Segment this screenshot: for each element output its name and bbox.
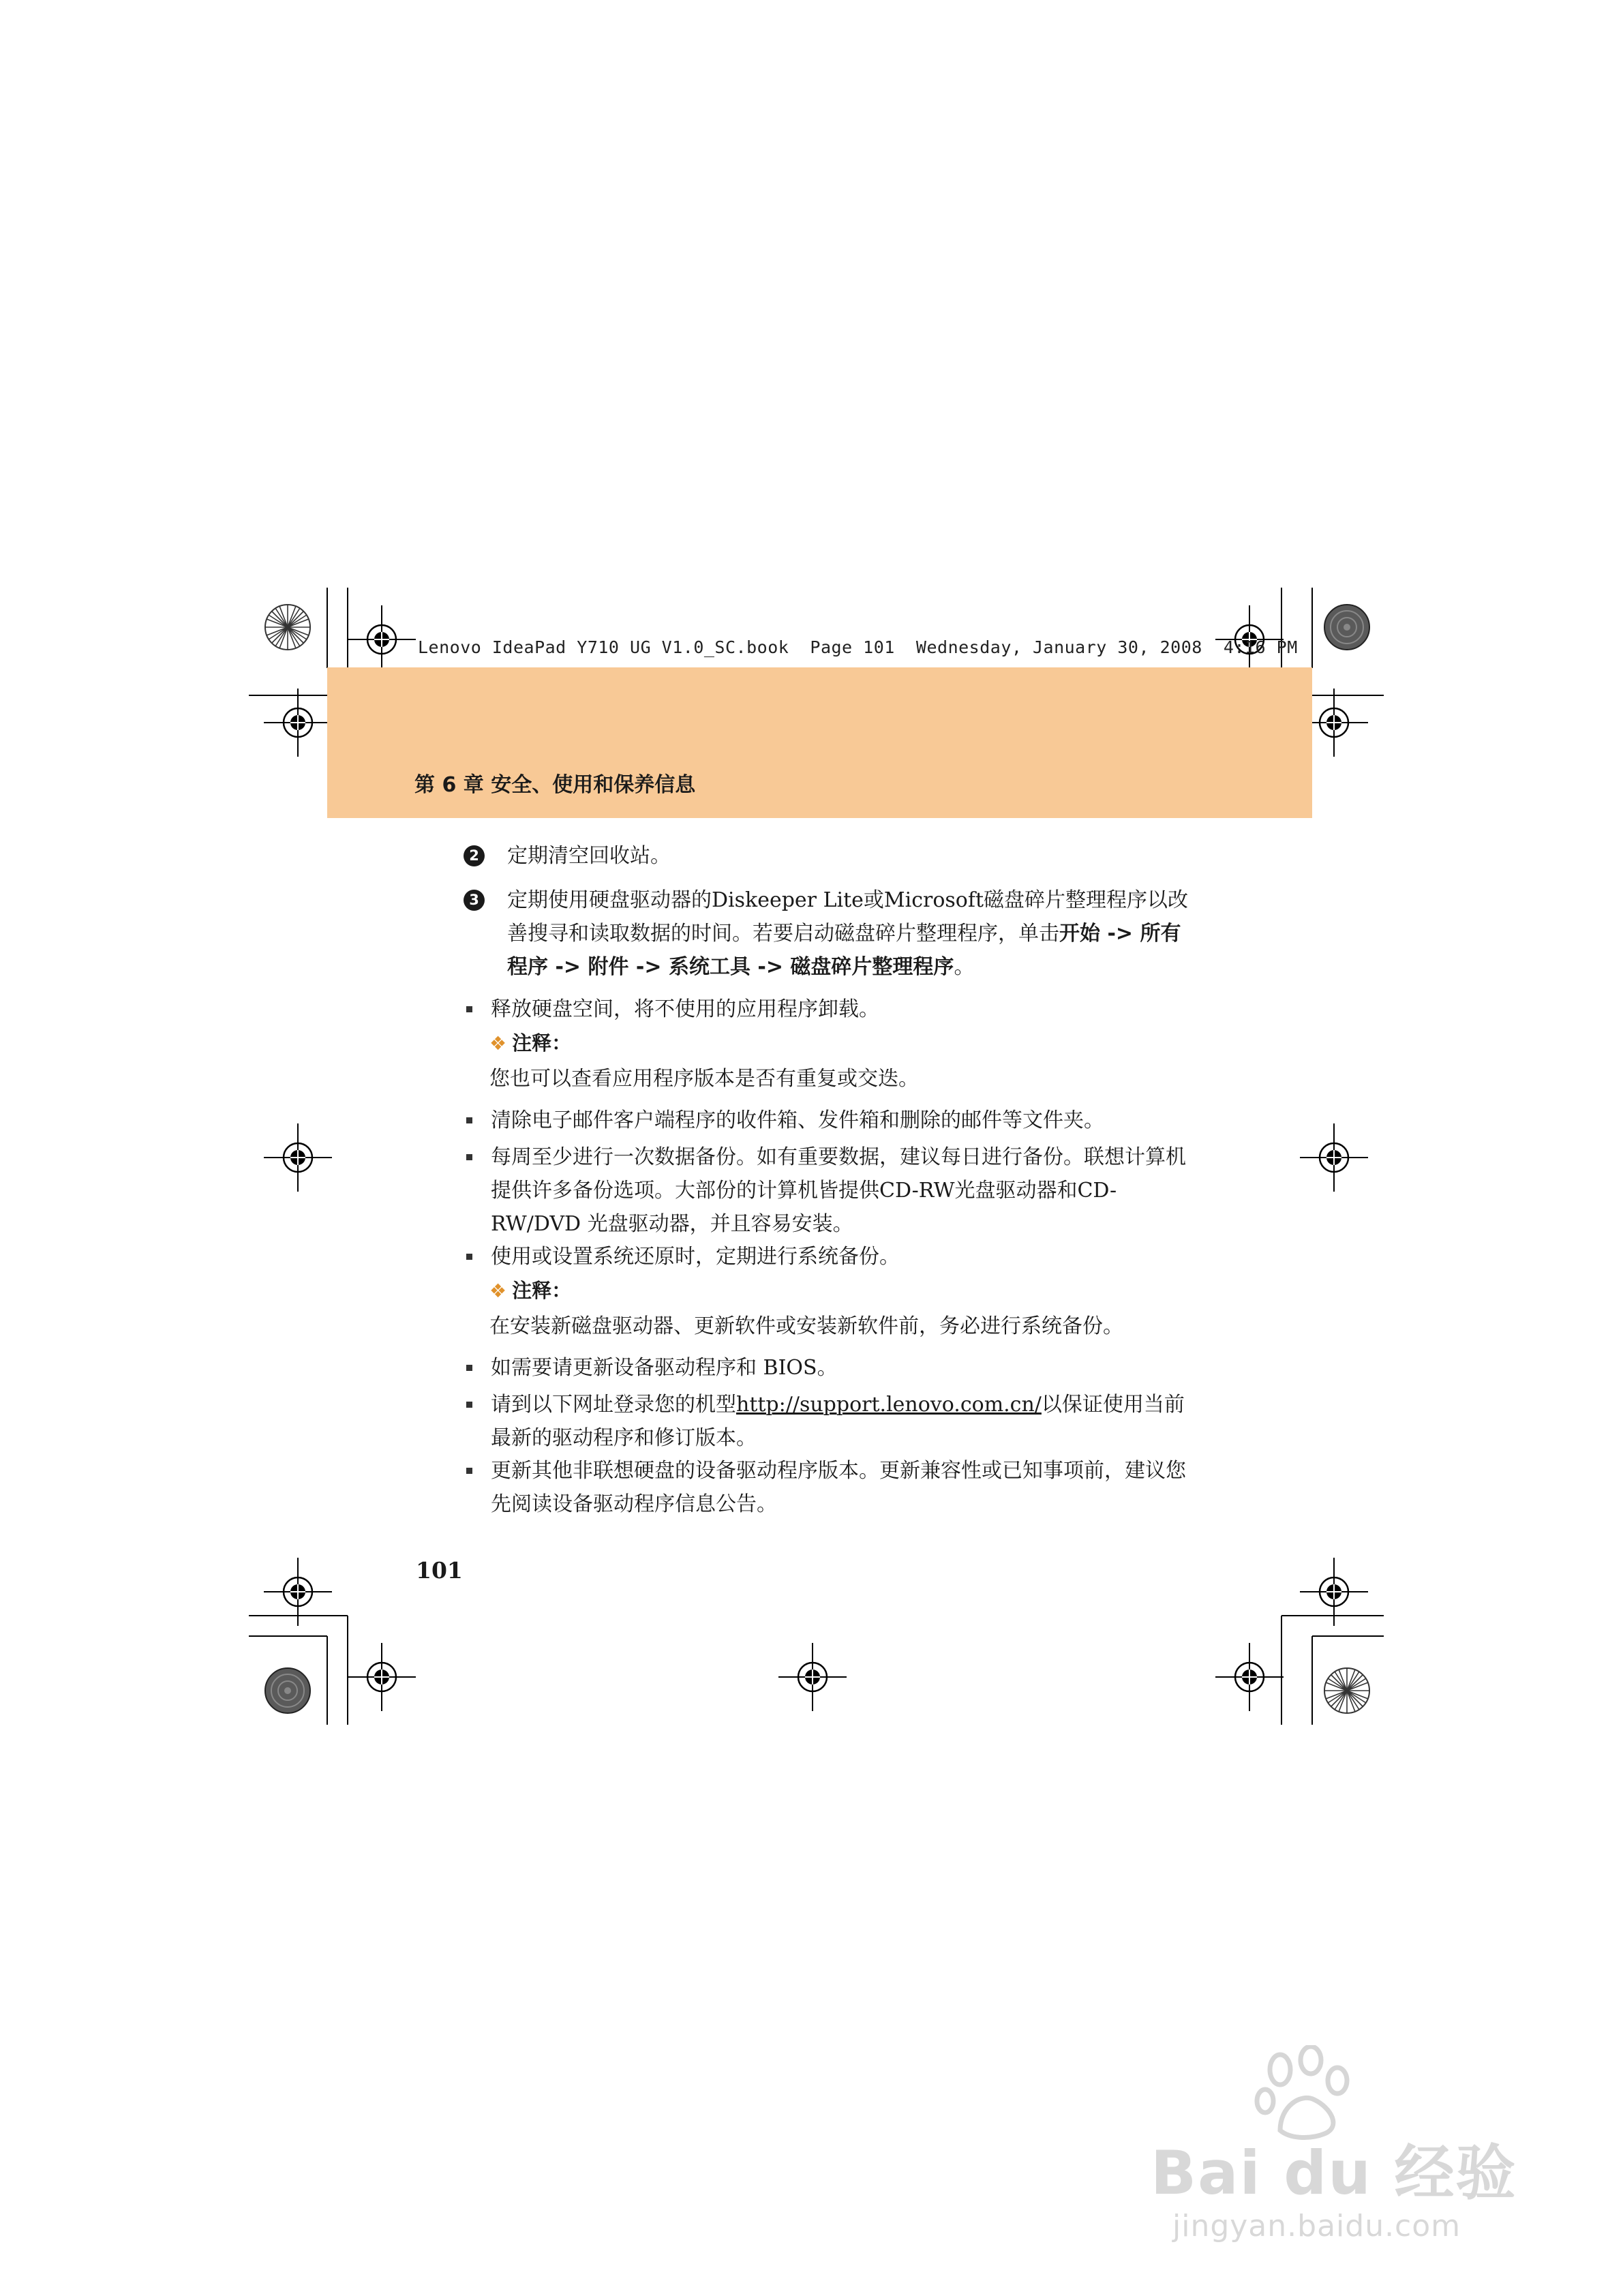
bullet-text: 如需要请更新设备驱动程序和 BIOS。: [491, 1356, 838, 1380]
note-label: 注释：: [512, 1279, 572, 1302]
step-number-badge: 2: [464, 845, 485, 866]
bullet-text-start: 请到以下网址登录您的机型: [491, 1393, 736, 1417]
note-label: 注释：: [512, 1031, 572, 1055]
numbered-item-text: [507, 883, 1200, 984]
page-number: 101: [416, 1557, 463, 1584]
note-heading: [489, 1277, 571, 1305]
bullet-text: 清除电子邮件客户端程序的收件箱、发件箱和删除的邮件等文件夹。: [491, 1108, 1104, 1132]
bullet-text: 使用或设置系统还原时，定期进行系统备份。: [491, 1245, 900, 1269]
watermark-url: jingyan.baidu.com: [1172, 2209, 1461, 2244]
note-text: 在安装新磁盘驱动器、更新软件或安装新软件前，务必进行系统备份。: [489, 1314, 1123, 1338]
square-bullet-icon: [466, 1468, 472, 1474]
square-bullet-icon: [466, 1154, 472, 1160]
menu-path: 开始 -> 所有程序 -> 附件 -> 系统工具 -> 磁盘碎片整理程序: [507, 922, 1181, 979]
chapter-title: 第 6 章 安全、使用和保养信息: [414, 773, 696, 797]
bullet-text: [491, 1388, 1200, 1455]
instruction-text-end: 。: [954, 955, 975, 979]
diamond-icon: ❖: [489, 1280, 507, 1302]
square-bullet-icon: [466, 1254, 472, 1260]
step-number-badge: 3: [464, 890, 485, 911]
diamond-icon: ❖: [489, 1032, 507, 1055]
baidu-jingyan-watermark: [1151, 2045, 1532, 2263]
instruction-text: 定期使用硬盘驱动器的Diskeeper Lite或Microsoft磁盘碎片整理程序以改善搜寻和读取数据的时间。若要启动磁盘碎片整理程序，单击: [507, 888, 1189, 946]
bullet-text: 释放硬盘空间，将不使用的应用程序卸载。: [491, 997, 879, 1021]
numbered-item-text: 定期清空回收站。: [507, 844, 671, 868]
square-bullet-icon: [466, 1117, 472, 1123]
watermark-brand: Bai du 经验: [1151, 2138, 1517, 2208]
square-bullet-icon: [466, 1365, 472, 1371]
bullet-text-end: 以保证使用当前最新的驱动程序和修订版本。: [491, 1393, 1185, 1450]
square-bullet-icon: [466, 1006, 472, 1012]
note-heading: [489, 1029, 571, 1057]
support-url-link[interactable]: http://support.lenovo.com.cn/: [736, 1393, 1042, 1417]
bullet-text: 每周至少进行一次数据备份。如有重要数据，建议每日进行备份。联想计算机提供许多备份选项。大部份的计算机皆提供CD-RW光盘驱动器和CD-RW/DVD 光盘驱动器，并且容易安装。: [491, 1145, 1186, 1236]
bullet-text: 更新其他非联想硬盘的设备驱动程序版本。更新兼容性或已知事项前，建议您先阅读设备驱动程序信息公告。: [491, 1459, 1186, 1516]
square-bullet-icon: [466, 1402, 472, 1408]
note-text: 您也可以查看应用程序版本是否有重复或交迭。: [489, 1067, 919, 1091]
book-file-header: Lenovo IdeaPad Y710 UG V1.0_SC.book Page 101 Wednesday, January 30, 2008 4:16 PM: [418, 637, 1298, 657]
